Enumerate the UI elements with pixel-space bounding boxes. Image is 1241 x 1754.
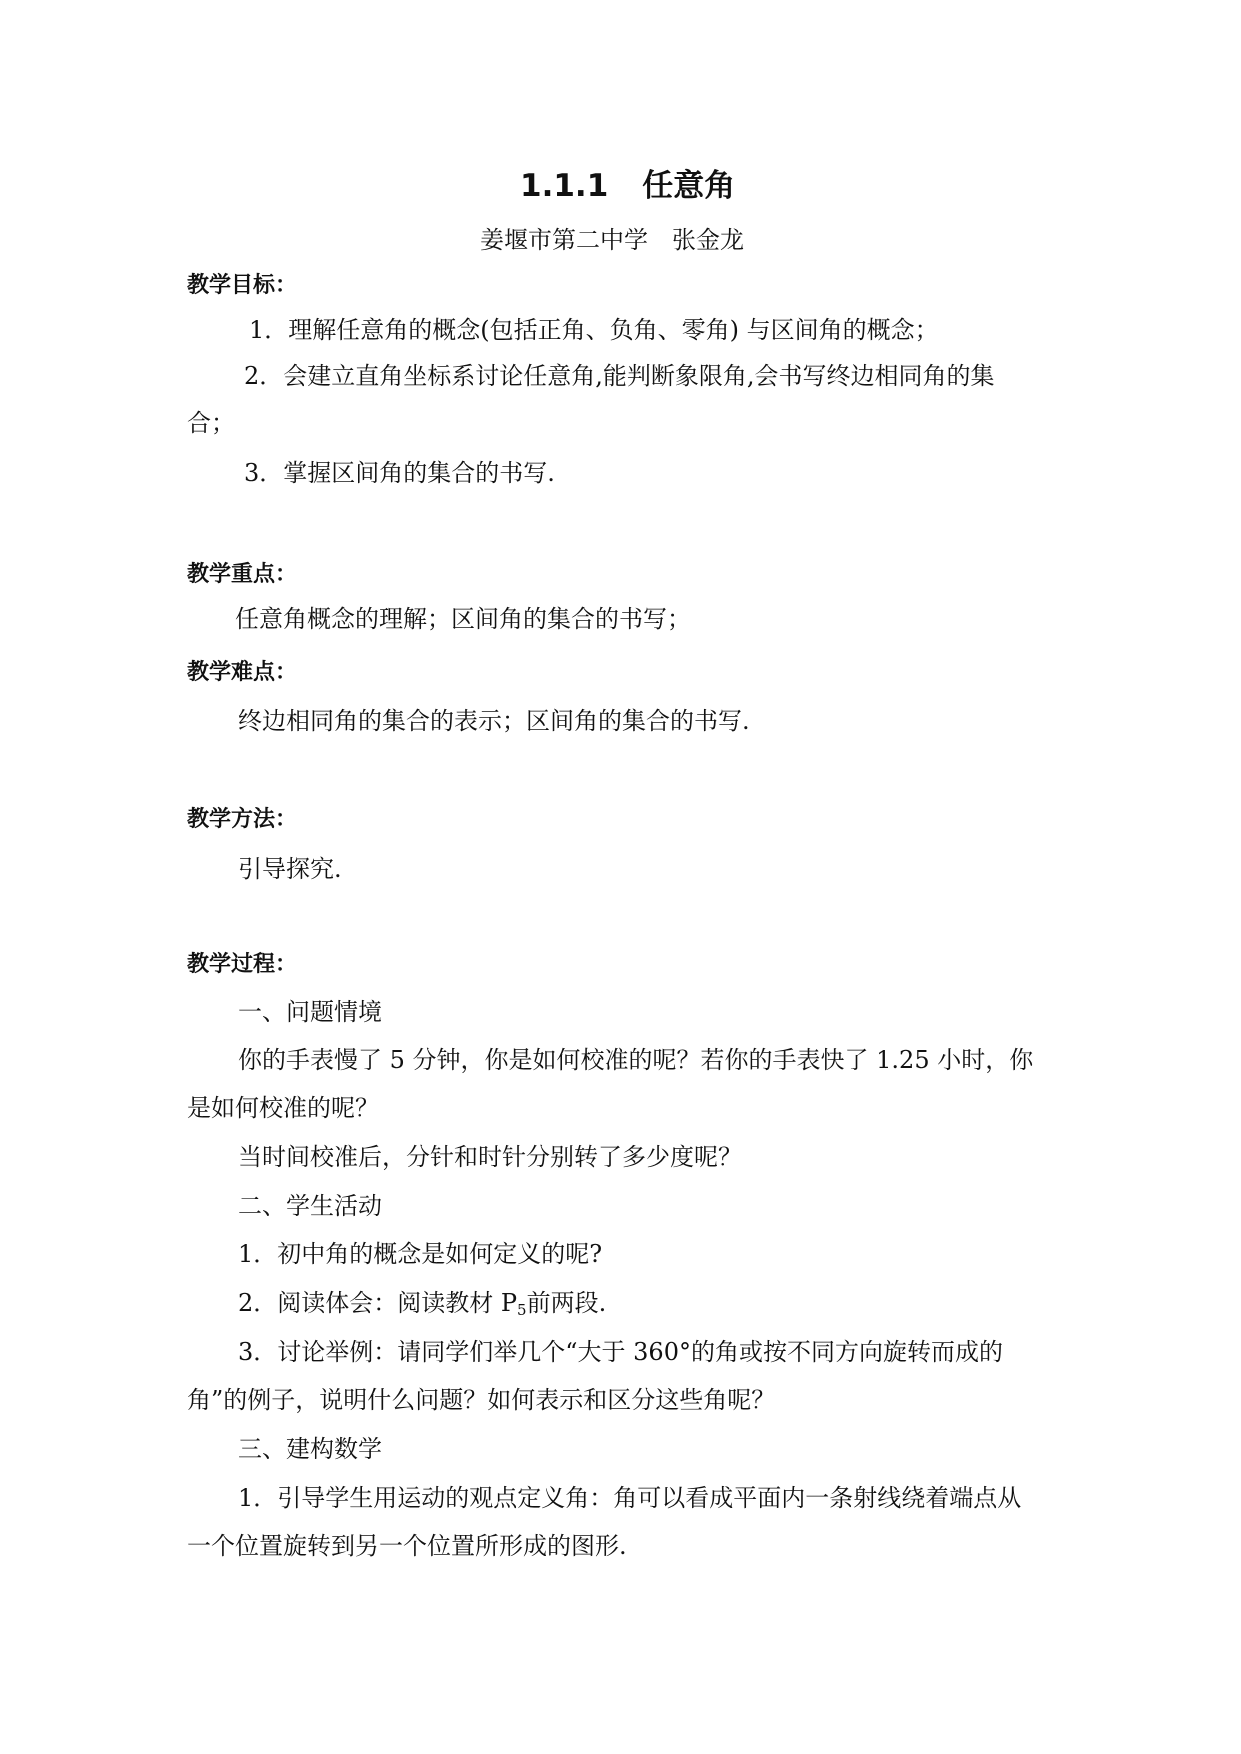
difficulties-heading: 教学难点： <box>187 660 298 685</box>
section-3-item-1-line2: 一个位置旋转到另一个位置所形成的图形. <box>187 1532 627 1560</box>
goals-heading: 教学目标： <box>187 273 298 298</box>
subscript-5: 5 <box>517 1301 527 1319</box>
section-1-para-1-line2: 是如何校准的呢？ <box>187 1094 379 1122</box>
goal-item-2-line2: 合； <box>187 409 235 437</box>
section-2-item-2-pre: 2．阅读体会：阅读教材 P <box>238 1289 518 1317</box>
goal-item-1: 1．理解任意角的概念(包括正角、负角、零角) 与区间角的概念； <box>249 316 939 344</box>
section-3-title: 三、建构数学 <box>238 1435 382 1463</box>
section-2-item-1: 1．初中角的概念是如何定义的呢? <box>238 1240 603 1268</box>
section-3-item-1-line1: 1．引导学生用运动的观点定义角：角可以看成平面内一条射线绕着端点从 <box>238 1484 1022 1512</box>
process-heading: 教学过程： <box>187 952 298 977</box>
section-2-item-3-line1: 3．讨论举例：请同学们举几个“大于 360°的角或按不同方向旋转而成的 <box>238 1338 1003 1366</box>
title-text: 任意角 <box>642 168 736 204</box>
section-1-title: 一、问题情境 <box>238 998 382 1026</box>
key-points-text: 任意角概念的理解；区间角的集合的书写； <box>235 605 691 633</box>
goal-item-2-line1: 2．会建立直角坐标系讨论任意角,能判断象限角,会书写终边相同角的集 <box>244 362 995 390</box>
section-2-item-2-post: 前两段. <box>526 1289 607 1317</box>
page-title <box>520 166 735 206</box>
section-1-para-2: 当时间校准后，分针和时针分别转了多少度呢？ <box>238 1143 742 1171</box>
difficulties-text: 终边相同角的集合的表示；区间角的集合的书写. <box>238 707 750 735</box>
section-2-title: 二、学生活动 <box>238 1192 382 1220</box>
methods-heading: 教学方法： <box>187 807 298 832</box>
methods-text: 引导探究. <box>238 855 342 883</box>
title-number: 1.1.1 <box>520 168 609 204</box>
section-2-item-3-line2: 角”的例子，说明什么问题？如何表示和区分这些角呢？ <box>187 1386 776 1414</box>
key-points-heading: 教学重点： <box>187 562 298 587</box>
section-2-item-2 <box>238 1287 606 1319</box>
author-line: 姜堰市第二中学 张金龙 <box>480 226 744 254</box>
section-1-para-1-line1: 你的手表慢了 5 分钟，你是如何校准的呢？若你的手表快了 1.25 小时，你 <box>238 1046 1034 1074</box>
goal-item-3: 3．掌握区间角的集合的书写. <box>244 459 555 487</box>
